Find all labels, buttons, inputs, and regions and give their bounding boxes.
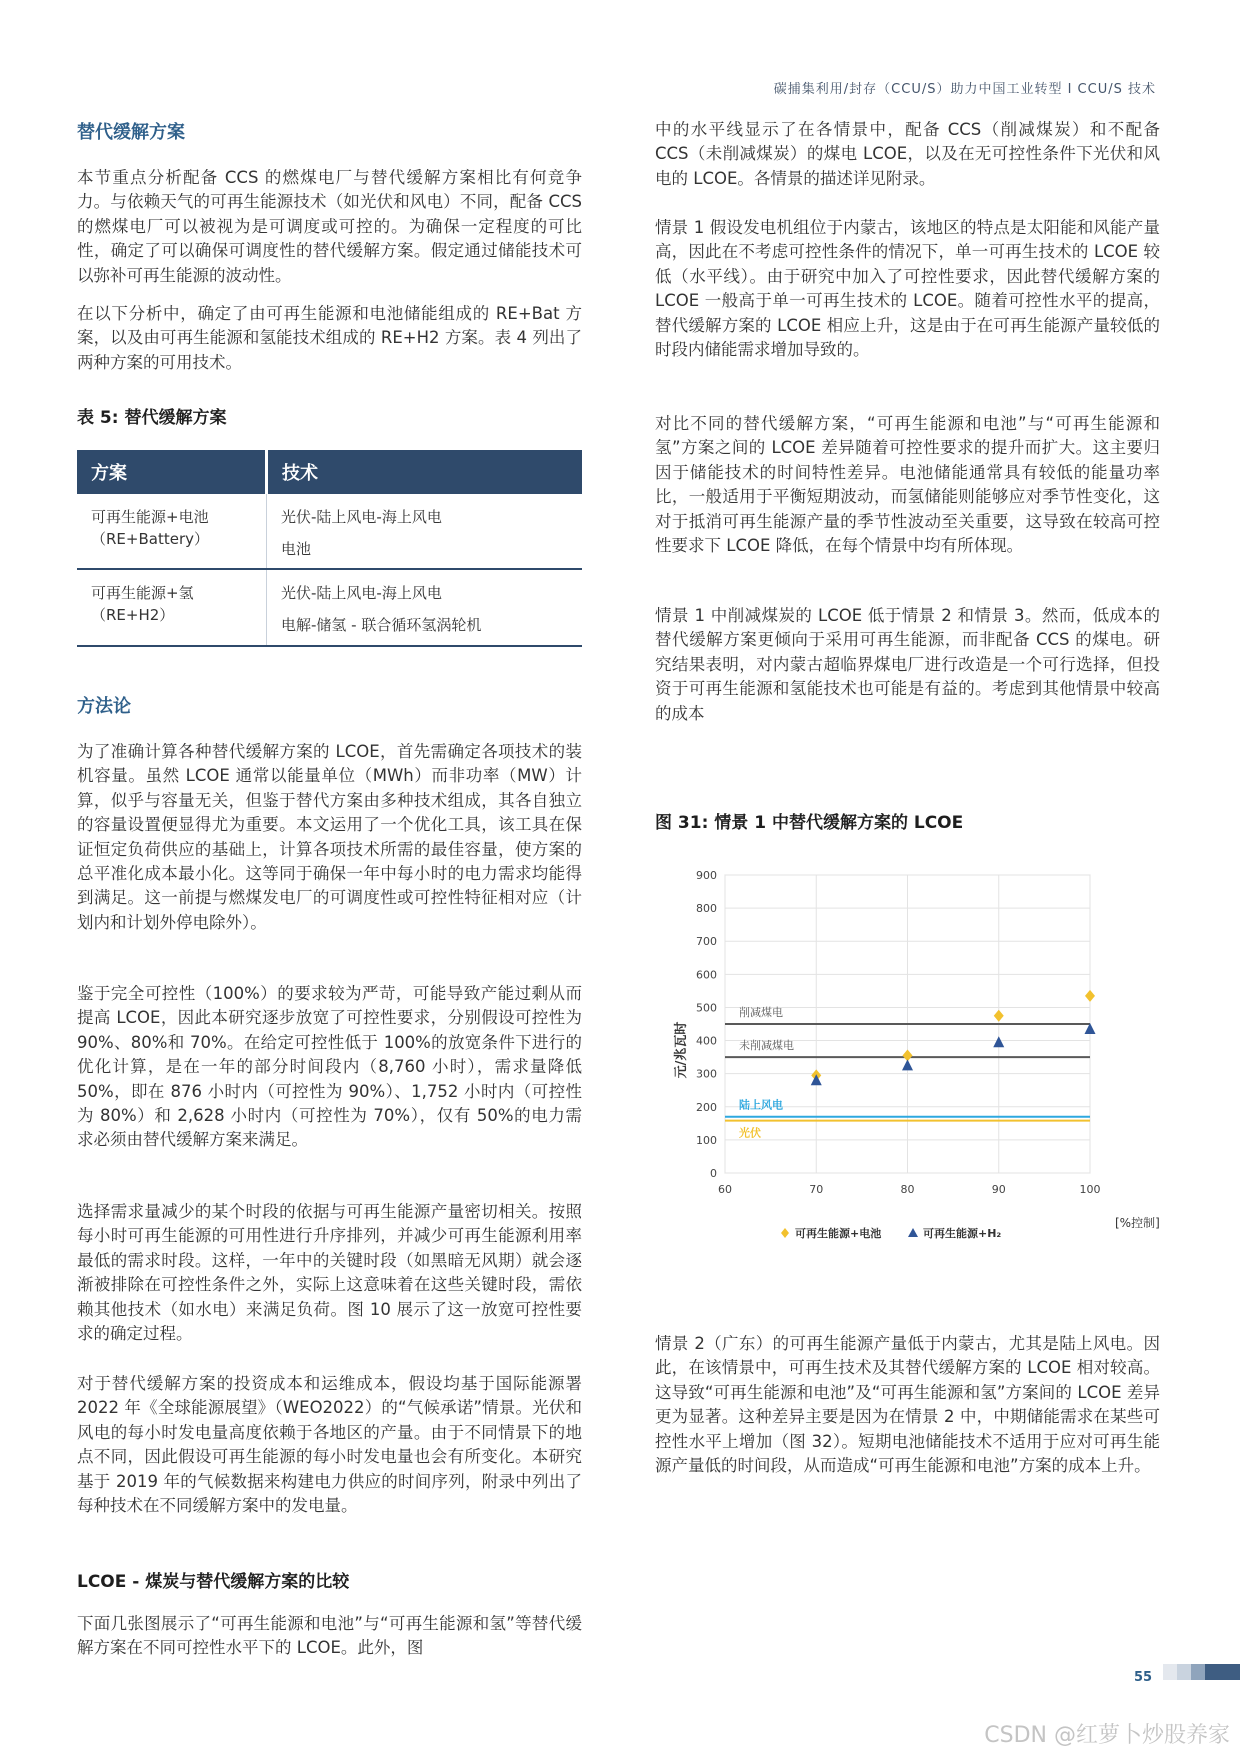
x-tick-label: 100 — [1079, 1183, 1101, 1196]
technology-item: 电池 — [281, 540, 312, 558]
data-point-battery — [1085, 990, 1095, 1002]
y-tick-label: 600 — [696, 968, 717, 982]
page-bar-segment — [1163, 1664, 1177, 1680]
paragraph: 下面几张图展示了“可再生能源和电池”与“可再生能源和氢”等替代缓解方案在不同可控性水平下的 LCOE。此外，图 — [77, 1614, 582, 1658]
table-header-technology: 技术 — [267, 450, 583, 494]
chart-y-label: 元/兆瓦时 — [674, 1021, 689, 1079]
page-bar-segment — [1177, 1664, 1191, 1680]
data-point-hydrogen — [993, 1036, 1004, 1047]
running-header: 碳捕集利用/封存（CCU/S）助力中国工业转型 I CCU/S 技术 — [773, 82, 1156, 97]
figure-caption: 图 31: 情景 1 中替代缓解方案的 LCOE — [655, 813, 964, 833]
paragraph: 对于替代缓解方案的投资成本和运维成本，假设均基于国际能源署 2022 年《全球能源展望》（WEO2022）的“气候承诺”情景。光伏和风电的每小时发电量高度依赖于各地区的产量。由于不同情景下的地点不同，因此假设可再生能源的每小时发电量也会有所变化。本研究基于 2019 年的气候数据来构建电力供应的时间序列，附录中列出了每种技术在不同缓解方案中的发电量。 — [77, 1374, 582, 1516]
reference-line-label: 削减煤电 — [739, 1006, 783, 1019]
watermark: CSDN @红萝卜炒股养家 — [984, 1723, 1230, 1748]
section-title-lcoe-comparison: LCOE - 煤炭与替代缓解方案的比较 — [77, 1572, 350, 1592]
technology-item: 光伏-陆上风电-海上风电 — [281, 584, 442, 602]
paragraph: 选择需求量减少的某个时段的依据与可再生能源产量密切相关。按照每小时可再生能源的可用性进行升序排列，并减少可再生能源利用率最低的需求时段。这样，一年中的关键时段（如黑暗无风期）就会逐渐被排除在可控性条件之外，实际上这意味着在这些关键时段，需依赖其他技术（如水电）来满足负荷。图 10 展示了这一放宽可控性要求的确定过程。 — [77, 1202, 582, 1344]
page-number: 55 — [1134, 1670, 1153, 1685]
chart-svg — [655, 855, 1160, 1275]
paragraph: 本节重点分析配备 CCS 的燃煤电厂与替代缓解方案相比有何竞争力。与依赖天气的可再生能源技术（如光伏和风电）不同，配备 CCS 的燃煤电厂可以被视为是可调度或可控的。为确保一定程度的可比性，确定了可以确保可调度性的替代缓解方案。假定通过储能技术可以弥补可再生能源的波动性。 — [77, 168, 582, 285]
paragraph: 情景 1 假设发电机组位于内蒙古，该地区的特点是太阳能和风能产量高，因此在不考虑可控性条件的情况下，单一可再生技术的 LCOE 较低（水平线）。由于研究中加入了可控性要求，因此替代缓解方案的 LCOE 一般高于单一可再生技术的 LCOE。随着可控性水平的提高，替代缓解方案的 LCOE 相应上升，这是由于在可再生能源产量较低的时段内储能需求增加导致的。 — [655, 218, 1160, 360]
section-title-methodology: 方法论 — [77, 696, 131, 717]
table-header-scheme: 方案 — [77, 450, 267, 494]
y-tick-label: 900 — [696, 869, 717, 882]
table-caption: 表 5: 替代缓解方案 — [77, 408, 227, 428]
paragraph: 为了准确计算各种替代缓解方案的 LCOE，首先需确定各项技术的装机容量。虽然 LCOE 通常以能量单位（MWh）而非功率（MW）计算，似乎与容量无关，但鉴于替代方案由多种技术组成，其各自独立的容量设置便显得尤为重要。本文运用了一个优化工具，该工具在保证恒定负荷供应的基础上，计算各项技术所需的最佳容量，使方案的总平准化成本最小化。这等同于确保一年中每小时的电力需求均能得到满足。这一前提与燃煤发电厂的可调度性或可控性特征相对应（计划内和计划外停电除外）。 — [77, 742, 582, 932]
reference-line-label: 未削减煤电 — [739, 1039, 794, 1053]
alternatives-table — [77, 450, 582, 647]
paragraph: 对比不同的替代缓解方案，“可再生能源和电池”与“可再生能源和氢”方案之间的 LCOE 差异随着可控性要求的提升而扩大。这主要归因于储能技术的时间特性差异。电池储能通常具有较低的能量功率比，一般适用于平衡短期波动，而氢储能则能够应对季节性变化，这对于抵消可再生能源产量的季节性波动至关重要，这导致在较高可控性要求下 LCOE 降低，在每个情景中均有所体现。 — [655, 414, 1160, 556]
table-cell-technology — [267, 569, 583, 646]
data-point-battery — [994, 1010, 1004, 1022]
technology-item: 光伏-陆上风电-海上风电 — [281, 508, 442, 526]
paragraph: 情景 1 中削减煤炭的 LCOE 低于情景 2 和情景 3。然而，低成本的替代缓解方案更倾向于采用可再生能源，而非配备 CCS 的煤电。研究结果表明，对内蒙古超临界煤电厂进行改造是一个可行选择，但投资于可再生能源和氢能技术也可能是有益的。考虑到其他情景中较高的成本 — [655, 606, 1160, 723]
x-tick-label: 60 — [718, 1183, 732, 1196]
x-tick-label: 70 — [809, 1183, 824, 1196]
paragraph: 情景 2（广东）的可再生能源产量低于内蒙古，尤其是陆上风电。因此，在该情景中，可再生技术及其替代缓解方案的 LCOE 相对较高。这导致“可再生能源和电池”及“可再生能源和氢”方案间的 LCOE 差异更为显著。这种差异主要是因为在情景 2 中，中期储能需求在某些可控性水平上增加（图 32）。短期电池储能技术不适用于应对可再生能源产量低的时间段，从而造成“可再生能源和电池”方案的成本上升。 — [655, 1334, 1160, 1476]
scheme-name: 可再生能源+电池 — [91, 508, 209, 526]
x-tick-label: 80 — [900, 1183, 915, 1196]
section-title-alternatives: 替代缓解方案 — [77, 122, 185, 143]
paragraph: 鉴于完全可控性（100%）的要求较为严苛，可能导致产能过剩从而提高 LCOE，因此本研究逐步放宽了可控性要求，分别假设可控性为 90%、80%和 70%。在给定可控性低于 100%的放宽条件下进行的优化计算，是在一年的部分时间段内（8,760 小时），需求量降低 50%，即在 876 小时内（可控性为 90%）、1,752 小时内（可控性为 80%）和 2,628 小时内（可控性为 70%），仅有 50%的电力需求必须由替代缓解方案来满足。 — [77, 984, 582, 1150]
y-tick-label: 800 — [696, 902, 717, 916]
legend-label: 可再生能源+H₂ — [923, 1227, 1002, 1240]
y-tick-label: 200 — [696, 1100, 717, 1114]
table-row — [77, 569, 582, 646]
table-cell-scheme — [77, 569, 267, 646]
technology-item: 电解-储氢 - 联合循环氢涡轮机 — [281, 616, 482, 634]
scheme-name: 可再生能源+氢 — [91, 584, 194, 602]
page-bar-segment — [1205, 1664, 1240, 1680]
y-tick-label: 0 — [710, 1167, 717, 1180]
table-row — [77, 494, 582, 569]
lcoe-chart — [655, 855, 1160, 1275]
legend-label: 可再生能源+电池 — [795, 1227, 882, 1240]
reference-line-label: 光伏 — [739, 1126, 761, 1140]
y-tick-label: 300 — [696, 1067, 717, 1081]
y-tick-label: 500 — [696, 1001, 717, 1015]
table-cell-technology — [267, 494, 583, 569]
y-tick-label: 700 — [696, 935, 717, 949]
y-tick-label: 400 — [696, 1034, 717, 1048]
page-bar-segment — [1191, 1664, 1205, 1680]
table-cell-scheme — [77, 494, 267, 569]
reference-line-label: 陆上风电 — [739, 1098, 783, 1112]
scheme-code: （RE+Battery） — [91, 530, 209, 548]
chart-x-label: [%控制] — [1115, 1216, 1160, 1230]
data-point-hydrogen — [902, 1059, 913, 1070]
legend-marker-battery — [781, 1228, 789, 1238]
y-tick-label: 100 — [696, 1133, 717, 1147]
legend-marker-hydrogen — [908, 1228, 918, 1237]
paragraph: 在以下分析中，确定了由可再生能源和电池储能组成的 RE+Bat 方案，以及由可再生能源和氢能技术组成的 RE+H2 方案。表 4 列出了两种方案的可用技术。 — [77, 304, 582, 372]
scheme-code: （RE+H2） — [91, 606, 175, 624]
paragraph: 中的水平线显示了在各情景中，配备 CCS（削减煤炭）和不配备 CCS（未削减煤炭）的煤电 LCOE，以及在无可控性条件下光伏和风电的 LCOE。各情景的描述详见附录。 — [655, 120, 1160, 188]
x-tick-label: 90 — [991, 1183, 1006, 1196]
